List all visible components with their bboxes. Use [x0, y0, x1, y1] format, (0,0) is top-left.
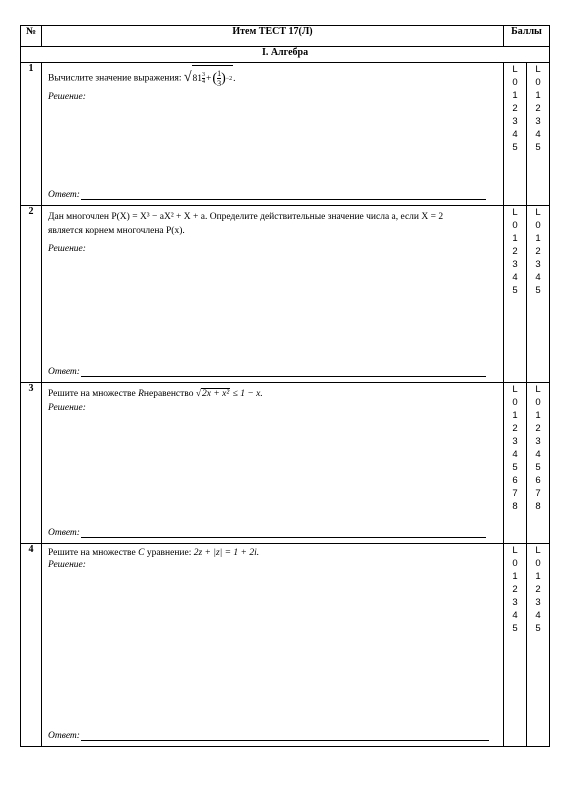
expr-base: 81	[192, 73, 203, 84]
points-value[interactable]: 0	[512, 397, 518, 408]
points-value[interactable]: 5	[535, 623, 541, 634]
points-value[interactable]: L	[512, 384, 518, 395]
test-sheet	[20, 25, 550, 747]
header-row	[21, 26, 550, 47]
points-value[interactable]: 8	[512, 501, 518, 512]
points-value[interactable]: L	[512, 545, 518, 556]
answer-field[interactable]	[48, 190, 486, 200]
problem-number: 1	[21, 63, 42, 206]
points-column-left	[504, 206, 527, 383]
points-value[interactable]: 3	[535, 436, 541, 447]
points-value[interactable]: 2	[535, 423, 541, 434]
expr-frac-num: 1	[217, 69, 222, 78]
points-value[interactable]: L	[535, 545, 541, 556]
problem-text-line2: является корнем многочлена P(x).	[48, 226, 185, 236]
points-value[interactable]: 4	[535, 610, 541, 621]
answer-line[interactable]	[81, 536, 486, 538]
points-value[interactable]: 1	[512, 233, 518, 244]
problem-row-1	[21, 63, 550, 206]
inequality-rhs: ≤ 1 − x.	[232, 389, 263, 399]
answer-label: Ответ:	[48, 190, 80, 200]
points-value[interactable]: 1	[535, 571, 541, 582]
math-expression: √2x + x²	[195, 389, 230, 399]
problem-statement	[42, 383, 503, 401]
expr-plus: +	[206, 73, 212, 84]
answer-label: Ответ:	[48, 367, 80, 377]
points-value[interactable]: 1	[512, 571, 518, 582]
expr-frac-den: 3	[217, 79, 222, 88]
points-value[interactable]: 5	[535, 142, 541, 153]
points-value[interactable]: 3	[512, 436, 518, 447]
points-value[interactable]: 2	[512, 103, 518, 114]
answer-label: Ответ:	[48, 731, 80, 741]
points-list	[504, 63, 526, 154]
points-value[interactable]: 1	[512, 410, 518, 421]
points-value[interactable]: 0	[512, 220, 518, 231]
problem-text-middle: уравнение:	[146, 548, 192, 558]
equation: 2z + |z| = 1 + 2i.	[193, 548, 260, 558]
points-value[interactable]: L	[535, 384, 541, 395]
points-value[interactable]: 2	[512, 246, 518, 257]
problem-text: Решите на множестве	[48, 389, 136, 399]
problem-content-4	[42, 544, 504, 747]
points-value[interactable]: 0	[535, 558, 541, 569]
problem-text-middle: неравенство	[143, 389, 194, 399]
points-value[interactable]: 4	[512, 129, 518, 140]
problem-number: 4	[21, 544, 42, 747]
points-value[interactable]: 5	[512, 142, 518, 153]
points-value[interactable]: 1	[535, 410, 541, 421]
expr-end: .	[233, 73, 236, 84]
problem-row-3	[21, 383, 550, 544]
points-value[interactable]: 3	[512, 597, 518, 608]
points-value[interactable]: 0	[512, 558, 518, 569]
set-symbol: R	[138, 389, 144, 399]
problem-content-3	[42, 383, 504, 544]
answer-line[interactable]	[81, 375, 486, 377]
solution-label: Решение:	[48, 244, 86, 254]
points-value[interactable]: 6	[512, 475, 518, 486]
problem-text-line1: Дан многочлен P(X) = X³ − aX² + X + a. Определите действительные значение числа a, если X = 2	[48, 212, 444, 222]
points-value[interactable]: 0	[535, 77, 541, 88]
points-list	[504, 206, 526, 297]
points-value[interactable]: 4	[535, 129, 541, 140]
points-value[interactable]: 4	[535, 272, 541, 283]
points-value[interactable]: 2	[535, 103, 541, 114]
answer-label: Ответ:	[48, 528, 80, 538]
points-value[interactable]: 3	[535, 116, 541, 127]
points-value[interactable]: 5	[512, 462, 518, 473]
points-list	[527, 206, 549, 297]
points-column-left	[504, 383, 527, 544]
points-value[interactable]: 5	[535, 462, 541, 473]
problem-row-2	[21, 206, 550, 383]
points-value[interactable]: 3	[512, 116, 518, 127]
header-points: Баллы	[504, 26, 550, 47]
math-expression: √ 81 $\frac{3}{4}$ + ( $\frac{1}{3}$ ) −2 .	[184, 74, 236, 84]
points-value[interactable]: 4	[512, 449, 518, 460]
points-value[interactable]: 4	[512, 272, 518, 283]
section-row	[21, 47, 550, 63]
points-value[interactable]: 1	[535, 90, 541, 101]
problem-content-2	[42, 206, 504, 383]
solution-label: Решение:	[48, 560, 86, 570]
problem-text: Решите на множестве	[48, 548, 136, 558]
points-value[interactable]: 5	[535, 285, 541, 296]
points-value[interactable]: 5	[512, 285, 518, 296]
points-value[interactable]: 7	[535, 488, 541, 499]
problem-number: 3	[21, 383, 42, 544]
header-number: №	[21, 26, 42, 47]
header-item: Итем ТЕСТ 17(Л)	[42, 26, 504, 47]
answer-line[interactable]	[81, 198, 486, 200]
points-value[interactable]: 2	[512, 584, 518, 595]
solution-label: Решение:	[48, 403, 86, 413]
points-value[interactable]: 2	[535, 246, 541, 257]
points-value[interactable]: 1	[535, 233, 541, 244]
points-column-right	[527, 383, 550, 544]
problem-number: 2	[21, 206, 42, 383]
points-value[interactable]: L	[512, 207, 518, 218]
points-list	[504, 544, 526, 635]
problem-row-4	[21, 544, 550, 747]
expr-exp-den: 4	[202, 78, 206, 85]
points-list	[504, 383, 526, 513]
answer-field[interactable]	[48, 731, 489, 741]
points-column-left	[504, 544, 527, 747]
points-value[interactable]: 2	[535, 584, 541, 595]
points-column-right	[527, 63, 550, 206]
points-value[interactable]: 0	[535, 397, 541, 408]
points-value[interactable]: 5	[512, 623, 518, 634]
points-value[interactable]: L	[512, 64, 518, 75]
problem-statement	[42, 206, 503, 238]
problem-text: Вычислите значение выражения:	[48, 73, 182, 84]
points-value[interactable]: 3	[535, 259, 541, 270]
points-value[interactable]: 1	[512, 90, 518, 101]
points-value[interactable]: 3	[512, 259, 518, 270]
points-value[interactable]: 3	[535, 597, 541, 608]
points-column-right	[527, 206, 550, 383]
answer-field[interactable]	[48, 367, 486, 377]
problem-content-1	[42, 63, 504, 206]
points-column-left	[504, 63, 527, 206]
expr-exp-num: 3	[202, 71, 206, 78]
points-value[interactable]: 2	[512, 423, 518, 434]
points-value[interactable]: L	[535, 64, 541, 75]
points-list	[527, 383, 549, 513]
points-value[interactable]: 0	[512, 77, 518, 88]
points-list	[527, 63, 549, 154]
expr-frac-exp: −2	[225, 75, 233, 82]
radicand: 2x + x²	[202, 389, 230, 399]
points-value[interactable]: L	[535, 207, 541, 218]
points-value[interactable]: 0	[535, 220, 541, 231]
points-list	[527, 544, 549, 635]
set-symbol: C	[138, 548, 145, 558]
answer-line[interactable]	[81, 739, 489, 741]
problem-statement	[42, 63, 503, 88]
solution-label: Решение:	[48, 92, 86, 102]
points-value[interactable]: 4	[512, 610, 518, 621]
points-value[interactable]: 7	[512, 488, 518, 499]
points-column-right	[527, 544, 550, 747]
problem-statement	[42, 544, 503, 560]
answer-field[interactable]	[48, 528, 486, 538]
section-title: I. Алгебра	[21, 47, 550, 63]
points-value[interactable]: 8	[535, 501, 541, 512]
points-value[interactable]: 6	[535, 475, 541, 486]
points-value[interactable]: 4	[535, 449, 541, 460]
